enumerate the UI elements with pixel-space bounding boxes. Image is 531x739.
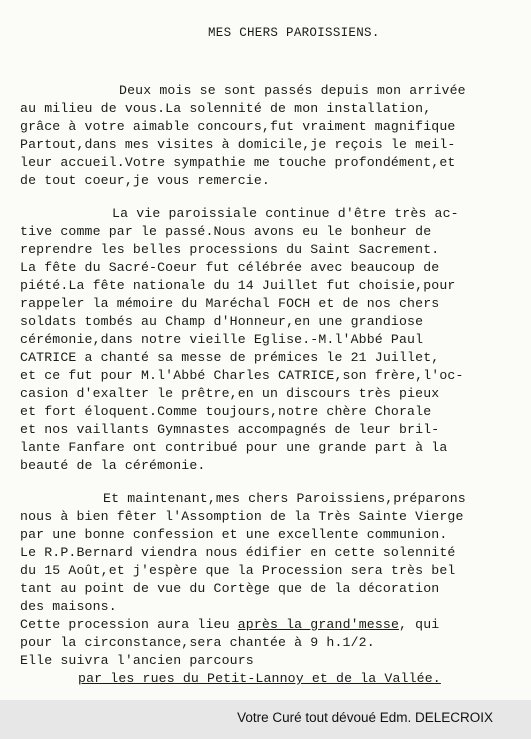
paragraph-2-line-15: beauté de la cérémonie.: [20, 458, 206, 473]
paragraph-1-line-3: grâce à votre aimable concours,fut vraiment magnifique: [20, 119, 456, 134]
paragraph-3-line-7: des maisons.: [20, 599, 117, 614]
paragraph-1-line-1: Deux mois se sont passés depuis mon arrivée: [119, 83, 466, 98]
paragraph-2-line-8: cérémonie,dans notre vieille Eglise.-M.l'Abbé Paul: [20, 332, 424, 347]
paragraph-2-line-9: CATRICE a chanté sa messe de prémices le 21 Juillet,: [20, 350, 440, 365]
paragraph-3-line-2: nous à bien fêter l'Assomption de la Très Sainte Vierge: [20, 509, 464, 524]
paragraph-2-line-14: lante Fanfare ont contribué pour une grande part à la: [20, 440, 448, 455]
paragraph-3-line-8: [20, 616, 439, 634]
paragraph-2-line-12: et fort éloquent.Comme toujours,notre chère Chorale: [20, 404, 432, 419]
paragraph-3-line-6: tant au point de vue du Cortège que de la décoration: [20, 581, 440, 596]
letter-title: MES CHERS PAROISSIENS.: [208, 26, 380, 40]
paragraph-3-line-1: Et maintenant,mes chers Paroissiens,préparons: [103, 491, 466, 506]
procession-text: Cette procession aura lieu: [20, 617, 238, 632]
paragraph-3-line-9: pour la circonstance,sera chantée à 9 h.1/2.: [20, 635, 375, 650]
paragraph-2-line-11: casion d'exalter le prêtre,en un discours très pieux: [20, 386, 440, 401]
paragraph-2-line-6: rappeler la mémoire du Maréchal FOCH et de nos chers: [20, 296, 440, 311]
signature: Votre Curé tout dévoué Edm. DELECROIX: [237, 710, 493, 725]
paragraph-3-line-5: du 15 Août,et j'espère que la Procession sera très bel: [20, 563, 456, 578]
signature-bar: [0, 700, 531, 739]
paragraph-2-line-1: La vie paroissiale continue d'être très ac-: [112, 206, 459, 221]
paragraph-1-line-6: de tout coeur,je vous remercie.: [20, 173, 270, 188]
paragraph-1-line-5: leur accueil.Votre sympathie me touche profondément,et: [20, 155, 456, 170]
paragraph-3-line-10: Elle suivra l'ancien parcours: [20, 653, 254, 668]
paragraph-1-line-4: Partout,dans mes visites à domicile,je reçois le meil-: [20, 137, 456, 152]
paragraph-2-line-5: piété.La fête nationale du 14 Juillet fut choisie,pour: [20, 278, 456, 293]
paragraph-3-line-3: par une bonne confession et une excellente communion.: [20, 527, 448, 542]
procession-text-end: , qui: [399, 617, 440, 632]
paragraph-2-line-2: tive comme par le passé.Nous avons eu le bonheur de: [20, 224, 432, 239]
paragraph-2-line-13: et nos vaillants Gymnastes accompagnés de leur bril-: [20, 422, 440, 437]
paragraph-2-line-10: et ce fut pour M.l'Abbé Charles CATRICE,son frère,l'oc-: [20, 368, 464, 383]
paragraph-2-line-4: La fête du Sacré-Coeur fut célébrée avec beaucoup de: [20, 260, 440, 275]
paragraph-1-line-2: au milieu de vous.La solennité de mon installation,: [20, 101, 432, 116]
underlined-mass-time: après la grand'messe: [237, 617, 400, 632]
paragraph-2-line-3: reprendre les belles processions du Saint Sacrement.: [20, 242, 440, 257]
paragraph-2-line-7: soldats tombés au Champ d'Honneur,en une grandiose: [20, 314, 424, 329]
paragraph-3-line-4: Le R.P.Bernard viendra nous édifier en cette solennité: [20, 545, 456, 560]
paragraph-3-line-11: par les rues du Petit-Lannoy et de la Vallée.: [78, 671, 441, 686]
